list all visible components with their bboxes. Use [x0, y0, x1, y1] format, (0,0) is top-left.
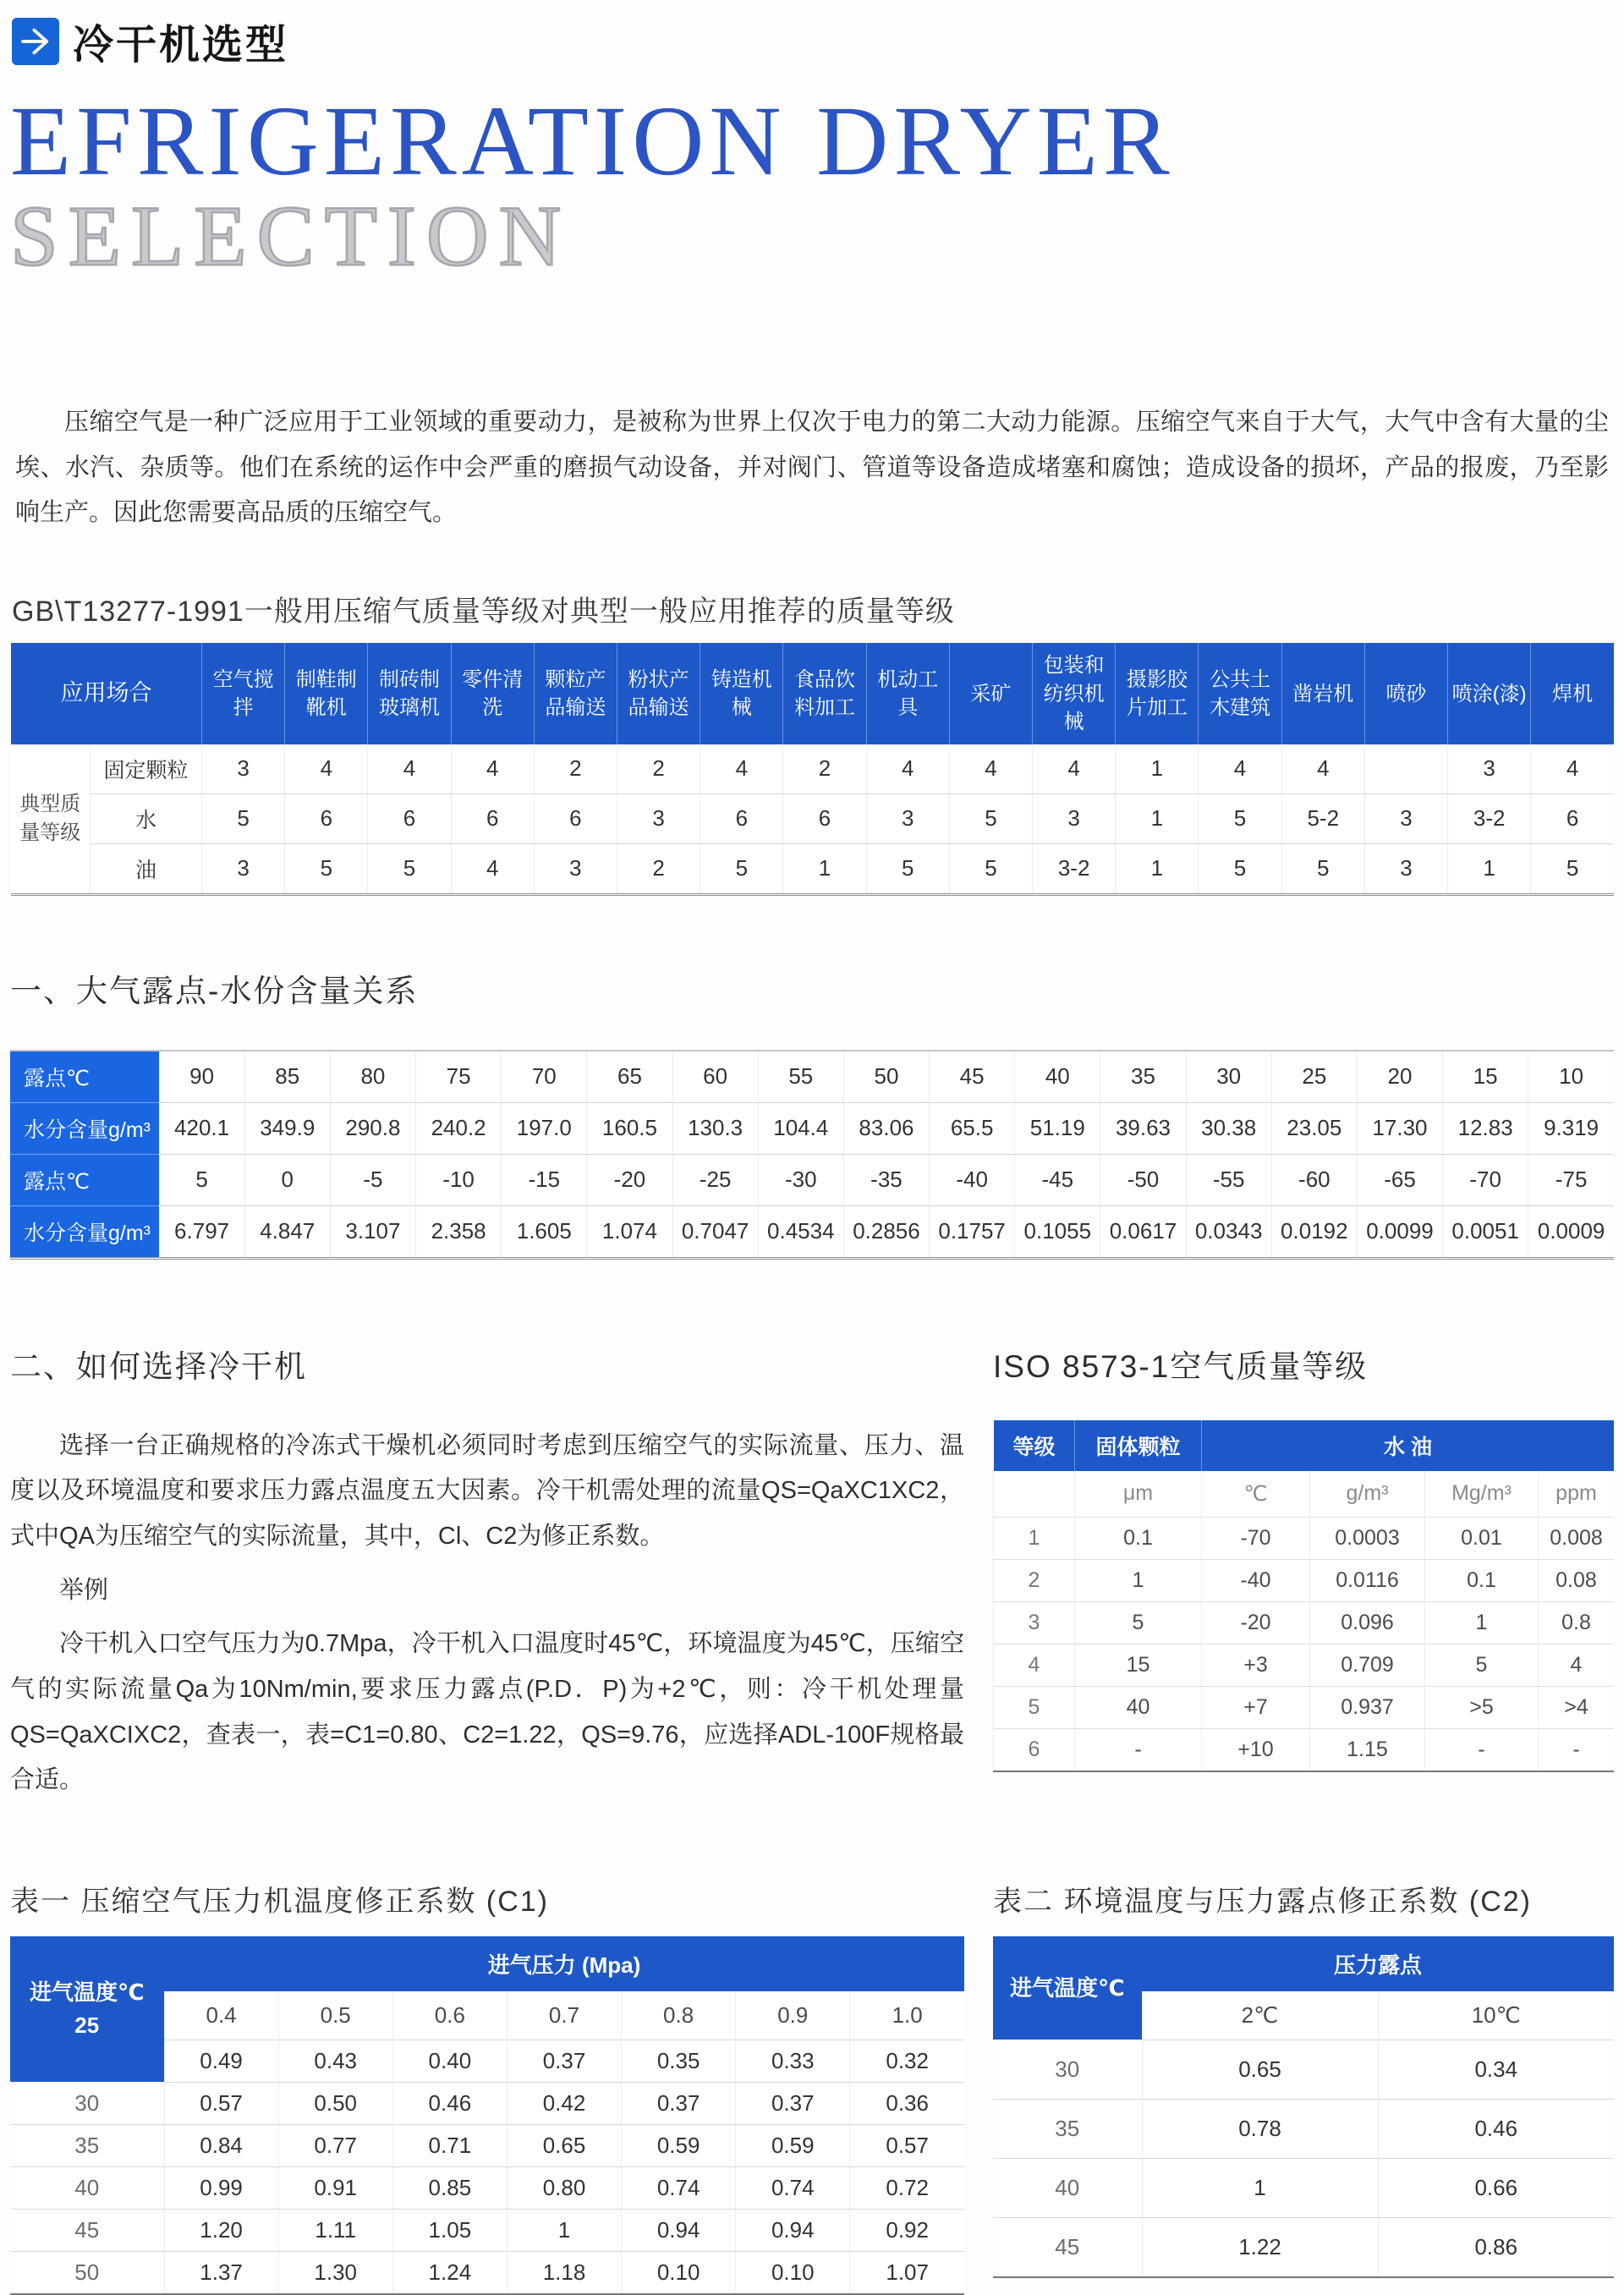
example-label: 举例	[59, 1576, 109, 1604]
gb-value-cell: 5	[949, 843, 1032, 894]
dew-value-cell: 50	[843, 1051, 929, 1103]
c1-value-cell: 0.65	[507, 2124, 621, 2166]
c1-value-cell: 0.32	[850, 2040, 964, 2082]
page-header	[12, 12, 1614, 70]
c2-value-cell: 1	[1142, 2158, 1378, 2217]
dew-value-cell: 45	[930, 1051, 1015, 1103]
dew-value-cell: 40	[1015, 1051, 1100, 1103]
c1-value-cell: 1.20	[164, 2209, 278, 2251]
dew-value-cell: 12.83	[1443, 1102, 1528, 1154]
gb-column-header: 喷砂	[1364, 643, 1447, 744]
iso-value-cell: 4	[1539, 1644, 1615, 1686]
dew-row-label: 水分含量g/m³	[10, 1205, 159, 1258]
selection-text-column	[10, 1341, 964, 1804]
c2-dewpoint-header: 压力露点	[1142, 1936, 1614, 1991]
iso-value-cell: >5	[1425, 1686, 1539, 1728]
iso-air-quality-table	[993, 1420, 1614, 1772]
dew-value-cell: 30	[1186, 1051, 1271, 1103]
iso-value-cell: 0.937	[1310, 1686, 1425, 1728]
gb-column-header: 空气搅拌	[202, 643, 285, 744]
dew-value-cell: -50	[1100, 1154, 1186, 1205]
iso-value-cell: 1	[1075, 1559, 1202, 1601]
gb-corner-header: 应用场合	[11, 643, 202, 744]
c2-correction-table	[993, 1936, 1614, 2278]
gb-value-cell: 5	[866, 843, 949, 894]
dew-value-cell: 0.7047	[672, 1205, 758, 1258]
gb-value-cell: 5	[285, 843, 368, 894]
c2-temp-label: 40	[993, 2158, 1142, 2217]
dew-value-cell: -25	[672, 1154, 758, 1205]
iso-value-cell: 0.096	[1310, 1601, 1425, 1644]
dew-value-cell: -15	[502, 1154, 587, 1205]
gb-value-cell: 3	[1364, 843, 1447, 894]
c1-value-cell: 0.10	[622, 2251, 736, 2294]
gb-value-cell: 4	[949, 744, 1032, 794]
c1-pressure-col-header: 0.4	[164, 1991, 278, 2040]
c1-value-cell: 0.92	[850, 2209, 964, 2251]
gb-row-label: 油	[91, 843, 202, 894]
gb-column-header: 粉状产品输送	[617, 643, 700, 744]
gb-value-cell: 2	[534, 744, 617, 794]
c1-value-cell: 0.91	[278, 2166, 392, 2209]
gb-value-cell: 5-2	[1281, 793, 1364, 843]
gb-value-cell: 3	[617, 793, 700, 843]
c2-table-column	[993, 1878, 1614, 2278]
dew-value-cell: 0.0343	[1186, 1205, 1271, 1258]
c1-pressure-col-header: 0.9	[736, 1991, 850, 2040]
iso-grade-cell: 2	[994, 1559, 1075, 1601]
iso-value-cell: 5	[1075, 1601, 1202, 1644]
c1-value-cell: 1.11	[278, 2209, 392, 2251]
gb-column-header: 喷涂(漆)	[1448, 643, 1531, 744]
iso-value-cell: 1	[1425, 1601, 1539, 1644]
c2-value-cell: 0.78	[1142, 2099, 1378, 2158]
dew-value-cell: 104.4	[758, 1102, 843, 1154]
gb-row-label: 固定颗粒	[91, 744, 202, 794]
iso-value-cell: 5	[1425, 1644, 1539, 1686]
dew-value-cell: 30.38	[1186, 1102, 1271, 1154]
iso-value-cell: 40	[1075, 1686, 1202, 1728]
dew-value-cell: 1.074	[587, 1205, 672, 1258]
dew-value-cell: 0.2856	[843, 1205, 929, 1258]
dew-value-cell: 0.0617	[1100, 1205, 1186, 1258]
c1-value-cell: 0.35	[622, 2040, 736, 2082]
selection-paragraph: 选择一台正确规格的冷冻式干燥机必须同时考虑到压缩空气的实际流量、压力、温度以及环境温度和要求压力露点温度五大因素。冷干机需处理的流量QS=QaXC1XC2，式中QA为压缩空气的实际流量，其中，Cl、C2为修正系数。	[10, 1431, 964, 1551]
dew-value-cell: 160.5	[587, 1102, 672, 1154]
dew-value-cell: 4.847	[244, 1205, 330, 1258]
c1-value-cell: 0.49	[164, 2040, 278, 2082]
c1-correction-table	[10, 1936, 964, 2295]
c2-dewpoint-col-header: 2℃	[1142, 1991, 1378, 2040]
dew-value-cell: 65.5	[930, 1102, 1015, 1154]
dew-value-cell: 85	[244, 1051, 330, 1103]
iso-value-cell: +7	[1202, 1686, 1310, 1728]
dew-value-cell: 1.605	[502, 1205, 587, 1258]
gb-value-cell: 5	[1199, 843, 1281, 894]
section2-title: 二、如何选择冷干机	[10, 1348, 307, 1384]
dew-value-cell: 80	[330, 1051, 415, 1103]
dew-value-cell: 0.1055	[1015, 1205, 1100, 1258]
c1-value-cell: 0.72	[850, 2166, 964, 2209]
iso-value-cell: 15	[1075, 1644, 1202, 1686]
c1-value-cell: 0.37	[507, 2040, 621, 2082]
gb-column-header: 铸造机械	[700, 643, 783, 744]
intro-paragraph: 压缩空气是一种广泛应用于工业领域的重要动力，是被称为世界上仅次于电力的第二大动力能源。压缩空气来自于大气，大气中含有大量的尘埃、水汽、杂质等。他们在系统的运作中会严重的磨损气动设备，并对阀门、管道等设备造成堵塞和腐蚀；造成设备的损坏，产品的报废，乃至影响生产。因此您需要高品质的压缩空气。	[15, 409, 1609, 527]
iso-value-cell: -20	[1202, 1601, 1310, 1644]
title-english-line1: EFRIGERATION DRYER	[10, 85, 1175, 196]
c2-temp-label: 35	[993, 2099, 1142, 2158]
dew-row-label: 水分含量g/m³	[10, 1102, 159, 1154]
c2-left-header: 进气温度℃	[993, 1936, 1142, 2040]
gb-value-cell: 4	[285, 744, 368, 794]
c1-value-cell: 0.10	[736, 2251, 850, 2294]
c1-value-cell: 1.30	[278, 2251, 392, 2294]
c1-value-cell: 1	[507, 2209, 621, 2251]
dew-value-cell: 17.30	[1357, 1102, 1442, 1154]
gb-column-header: 采矿	[949, 643, 1032, 744]
dew-value-cell: 90	[159, 1051, 244, 1103]
iso-value-cell: -	[1539, 1728, 1615, 1771]
dew-value-cell: -30	[758, 1154, 843, 1205]
c2-value-cell: 0.66	[1378, 2158, 1614, 2217]
gb-column-header: 制砖制玻璃机	[368, 643, 451, 744]
dew-value-cell: 51.19	[1015, 1102, 1100, 1154]
dew-value-cell: 35	[1100, 1051, 1186, 1103]
c1-left-header	[10, 1936, 164, 2083]
c1-table-column	[10, 1878, 964, 2295]
c1-value-cell: 1.37	[164, 2251, 278, 2294]
c2-dewpoint-col-header: 10℃	[1378, 1991, 1614, 2040]
gb-value-cell: 3	[202, 843, 285, 894]
dew-value-cell: -20	[587, 1154, 672, 1205]
gb-column-header: 公共土木建筑	[1199, 643, 1281, 744]
section1-title: 一、大气露点-水份含量关系	[10, 973, 419, 1008]
dew-value-cell: 15	[1443, 1051, 1528, 1103]
c1-value-cell: 0.36	[850, 2082, 964, 2124]
c2-temp-label: 30	[993, 2040, 1142, 2099]
dew-value-cell: -5	[330, 1154, 415, 1205]
gb-value-cell: 5	[1531, 843, 1614, 894]
iso-table-column	[993, 1341, 1614, 1772]
gb-column-header: 零件清洗	[451, 643, 534, 744]
c1-value-cell: 0.77	[278, 2124, 392, 2166]
gb-value-cell: 1	[783, 843, 866, 894]
gb-quality-table	[10, 643, 1614, 895]
dew-value-cell: 130.3	[672, 1102, 758, 1154]
dew-value-cell: 83.06	[843, 1102, 929, 1154]
c1-temp-label: 50	[10, 2251, 164, 2294]
c1-temp-label: 45	[10, 2209, 164, 2251]
iso-value-cell: +3	[1202, 1644, 1310, 1686]
gb-value-cell: 4	[1199, 744, 1281, 794]
c1-temp-label: 40	[10, 2166, 164, 2209]
dew-value-cell: -55	[1186, 1154, 1271, 1205]
example-paragraph: 冷干机入口空气压力为0.7Mpa，冷干机入口温度时45℃，环境温度为45℃，压缩空气的实际流量Qa为10Nm/min,要求压力露点(P.D．P)为+2℃，则：冷干机处理量QS=QaXCIXC2，查表一，表=C1=0.80、C2=1.22，QS=9.76，应选择ADL-100F规格最合适。	[10, 1630, 964, 1794]
iso-value-cell: 0.01	[1425, 1517, 1539, 1559]
gb-value-cell: 3	[1448, 744, 1531, 794]
iso-unit-subheader: ppm	[1539, 1471, 1615, 1518]
correction-tables-section	[10, 1878, 1614, 2295]
gb-value-cell: 6	[285, 793, 368, 843]
dew-row-label: 露点℃	[10, 1051, 159, 1103]
iso-unit-subheader: ℃	[1202, 1471, 1310, 1518]
gb-value-cell: 4	[1531, 744, 1614, 794]
dew-value-cell: 5	[159, 1154, 244, 1205]
iso-grade-header: 等级	[994, 1420, 1075, 1471]
c1-value-cell: 1.18	[507, 2251, 621, 2294]
gb-value-cell: 5	[1281, 843, 1364, 894]
gb-value-cell: 4	[1281, 744, 1364, 794]
gb-value-cell: 4	[451, 843, 534, 894]
c1-value-cell: 0.33	[736, 2040, 850, 2082]
dew-value-cell: -40	[930, 1154, 1015, 1205]
dew-value-cell: 0.0099	[1357, 1205, 1442, 1258]
iso-value-cell: 0.8	[1539, 1601, 1615, 1644]
dew-value-cell: 197.0	[502, 1102, 587, 1154]
dew-value-cell: 420.1	[159, 1102, 244, 1154]
gb-value-cell	[1364, 744, 1447, 794]
dew-value-cell: 20	[1357, 1051, 1442, 1103]
dew-value-cell: -75	[1528, 1154, 1614, 1205]
iso-value-cell: 0.1	[1075, 1517, 1202, 1559]
gb-value-cell: 5	[202, 793, 285, 843]
c1-value-cell: 0.80	[507, 2166, 621, 2209]
dew-value-cell: -45	[1015, 1154, 1100, 1205]
page-title: 冷干机选型	[73, 23, 289, 68]
gb-value-cell: 4	[700, 744, 783, 794]
selection-and-iso-section	[10, 1341, 1614, 1804]
c1-value-cell: 0.74	[736, 2166, 850, 2209]
dew-value-cell: -60	[1271, 1154, 1357, 1205]
gb-value-cell: 4	[1033, 744, 1116, 794]
iso-value-cell: -	[1425, 1728, 1539, 1771]
dew-value-cell: 23.05	[1271, 1102, 1357, 1154]
gb-value-cell: 4	[368, 744, 451, 794]
dew-value-cell: 3.107	[330, 1205, 415, 1258]
c1-pressure-header: 进气压力 (Mpa)	[164, 1936, 964, 1991]
gb-value-cell: 5	[1199, 793, 1281, 843]
gb-value-cell: 5	[368, 843, 451, 894]
gb-value-cell: 6	[368, 793, 451, 843]
gb-column-header: 食品饮料加工	[783, 643, 866, 744]
c1-temp-label: 35	[10, 2124, 164, 2166]
c1-value-cell: 0.37	[622, 2082, 736, 2124]
c1-value-cell: 0.43	[278, 2040, 392, 2082]
c1-inlet-temp-label: 进气温度℃	[30, 1979, 145, 2006]
gb-column-header: 焊机	[1531, 643, 1614, 744]
iso-table-title: ISO 8573-1空气质量等级	[993, 1348, 1369, 1384]
c1-value-cell: 0.59	[622, 2124, 736, 2166]
c1-value-cell: 0.85	[392, 2166, 507, 2209]
c1-value-cell: 1.05	[392, 2209, 507, 2251]
gb-row-group-label: 典型质量等级	[11, 744, 91, 895]
c2-value-cell: 0.86	[1378, 2217, 1614, 2277]
gb-value-cell: 4	[451, 744, 534, 794]
c1-value-cell: 0.84	[164, 2124, 278, 2166]
gb-column-header: 制鞋制靴机	[285, 643, 368, 744]
dew-value-cell: 349.9	[244, 1102, 330, 1154]
iso-value-cell: 0.008	[1539, 1517, 1615, 1559]
dew-row-label: 露点℃	[10, 1154, 159, 1205]
dew-value-cell: 65	[587, 1051, 672, 1103]
c2-value-cell: 0.34	[1378, 2040, 1614, 2099]
gb-value-cell: 6	[700, 793, 783, 843]
iso-value-cell: 0.1	[1425, 1559, 1539, 1601]
c1-value-cell: 0.46	[392, 2082, 507, 2124]
iso-value-cell: -70	[1202, 1517, 1310, 1559]
iso-value-cell: 0.709	[1310, 1644, 1425, 1686]
c1-pressure-col-header: 0.8	[622, 1991, 736, 2040]
iso-unit-subheader: g/m³	[1310, 1471, 1425, 1518]
c1-value-cell: 0.71	[392, 2124, 507, 2166]
dew-value-cell: -70	[1443, 1154, 1528, 1205]
iso-grade-cell: 4	[994, 1644, 1075, 1686]
dew-value-cell: 75	[416, 1051, 502, 1103]
c1-value-cell: 0.57	[164, 2082, 278, 2124]
gb-value-cell: 4	[866, 744, 949, 794]
c1-temp-label: 30	[10, 2082, 164, 2124]
table1-title: 表一 压缩空气压力机温度修正系数 (C1)	[10, 1885, 549, 1918]
c2-temp-label: 45	[993, 2217, 1142, 2277]
c1-value-cell: 0.50	[278, 2082, 392, 2124]
dew-value-cell: 70	[502, 1051, 587, 1103]
dew-value-cell: 0.0051	[1443, 1205, 1528, 1258]
c1-value-cell: 1.24	[392, 2251, 507, 2294]
gb-value-cell: 1	[1448, 843, 1531, 894]
dew-value-cell: -35	[843, 1154, 929, 1205]
iso-grade-cell: 5	[994, 1686, 1075, 1728]
c1-value-cell: 0.74	[622, 2166, 736, 2209]
iso-grade-cell: 1	[994, 1517, 1075, 1559]
gb-column-header: 机动工具	[866, 643, 949, 744]
gb-value-cell: 6	[783, 793, 866, 843]
gb-value-cell: 6	[1531, 793, 1614, 843]
dew-value-cell: 0.0192	[1271, 1205, 1357, 1258]
iso-value-cell: 0.0003	[1310, 1517, 1425, 1559]
iso-value-cell: 1.15	[1310, 1728, 1425, 1771]
c1-value-cell: 0.94	[622, 2209, 736, 2251]
gb-value-cell: 3-2	[1448, 793, 1531, 843]
gb-value-cell: 1	[1116, 744, 1199, 794]
gb-value-cell: 6	[451, 793, 534, 843]
c1-first-temp-value: 25	[74, 2012, 100, 2039]
dew-value-cell: 0.1757	[930, 1205, 1015, 1258]
dew-value-cell: 25	[1271, 1051, 1357, 1103]
iso-unit-subheader: Mg/m³	[1425, 1471, 1539, 1518]
dew-value-cell: 10	[1528, 1051, 1614, 1103]
iso-water-oil-header: 水 油	[1202, 1420, 1615, 1471]
iso-grade-cell: 6	[994, 1728, 1075, 1771]
gb-row-label: 水	[91, 793, 202, 843]
dew-value-cell: 240.2	[416, 1102, 502, 1154]
gb-value-cell: 3	[534, 843, 617, 894]
iso-value-cell: 0.08	[1539, 1559, 1615, 1601]
c1-pressure-col-header: 1.0	[850, 1991, 964, 2040]
c1-pressure-col-header: 0.6	[392, 1991, 507, 2040]
gb-value-cell: 2	[617, 744, 700, 794]
iso-value-cell: +10	[1202, 1728, 1310, 1771]
dew-value-cell: 2.358	[416, 1205, 502, 1258]
dewpoint-moisture-table	[10, 1050, 1614, 1260]
dew-value-cell: 0	[244, 1154, 330, 1205]
gb-value-cell: 3	[866, 793, 949, 843]
gb-column-header: 凿岩机	[1281, 643, 1364, 744]
gb-column-header: 摄影胶片加工	[1116, 643, 1199, 744]
c2-value-cell: 0.46	[1378, 2099, 1614, 2158]
dew-value-cell: 6.797	[159, 1205, 244, 1258]
gb-value-cell: 2	[617, 843, 700, 894]
gb-column-header: 包装和纺织机械	[1033, 643, 1116, 744]
iso-value-cell: -	[1075, 1728, 1202, 1771]
dew-value-cell: 60	[672, 1051, 758, 1103]
c1-pressure-col-header: 0.5	[278, 1991, 392, 2040]
dew-value-cell: 39.63	[1100, 1102, 1186, 1154]
gb-value-cell: 6	[534, 793, 617, 843]
dew-value-cell: 0.4534	[758, 1205, 843, 1258]
gb-value-cell: 5	[949, 793, 1032, 843]
gb-value-cell: 2	[783, 744, 866, 794]
c1-value-cell: 0.94	[736, 2209, 850, 2251]
arrow-right-icon	[12, 18, 59, 65]
iso-value-cell: 0.0116	[1310, 1559, 1425, 1601]
iso-solid-particles-header: 固体颗粒	[1075, 1420, 1202, 1471]
title-english-line2: SELECTION	[10, 189, 572, 285]
gb-value-cell: 1	[1116, 843, 1199, 894]
gb-column-header: 颗粒产品输送	[534, 643, 617, 744]
dew-value-cell: 290.8	[330, 1102, 415, 1154]
c1-pressure-col-header: 0.7	[507, 1991, 621, 2040]
iso-grade-cell: 3	[994, 1601, 1075, 1644]
gb-value-cell: 3	[1033, 793, 1116, 843]
iso-unit-subheader: μm	[1075, 1471, 1202, 1518]
dew-value-cell: 55	[758, 1051, 843, 1103]
dew-value-cell: 9.319	[1528, 1102, 1614, 1154]
dew-value-cell: -65	[1357, 1154, 1442, 1205]
dew-value-cell: 0.0009	[1528, 1205, 1614, 1258]
table2-title: 表二 环境温度与压力露点修正系数 (C2)	[993, 1885, 1532, 1918]
gb-table-title: GB\T13277-1991一般用压缩气质量等级对典型一般应用推荐的质量等级	[12, 596, 955, 629]
c1-value-cell: 0.40	[392, 2040, 507, 2082]
c2-value-cell: 0.65	[1142, 2040, 1378, 2099]
gb-value-cell: 3	[1364, 793, 1447, 843]
c1-value-cell: 0.59	[736, 2124, 850, 2166]
dew-value-cell: -10	[416, 1154, 502, 1205]
gb-value-cell: 3	[202, 744, 285, 794]
c1-value-cell: 1.07	[850, 2251, 964, 2294]
c1-value-cell: 0.57	[850, 2124, 964, 2166]
c1-value-cell: 0.99	[164, 2166, 278, 2209]
c2-value-cell: 1.22	[1142, 2217, 1378, 2277]
c1-value-cell: 0.37	[736, 2082, 850, 2124]
gb-value-cell: 1	[1116, 793, 1199, 843]
iso-subheader-blank	[994, 1471, 1075, 1518]
iso-value-cell: >4	[1539, 1686, 1615, 1728]
c1-value-cell: 0.42	[507, 2082, 621, 2124]
iso-value-cell: -40	[1202, 1559, 1310, 1601]
gb-value-cell: 5	[700, 843, 783, 894]
gb-value-cell: 3-2	[1033, 843, 1116, 894]
